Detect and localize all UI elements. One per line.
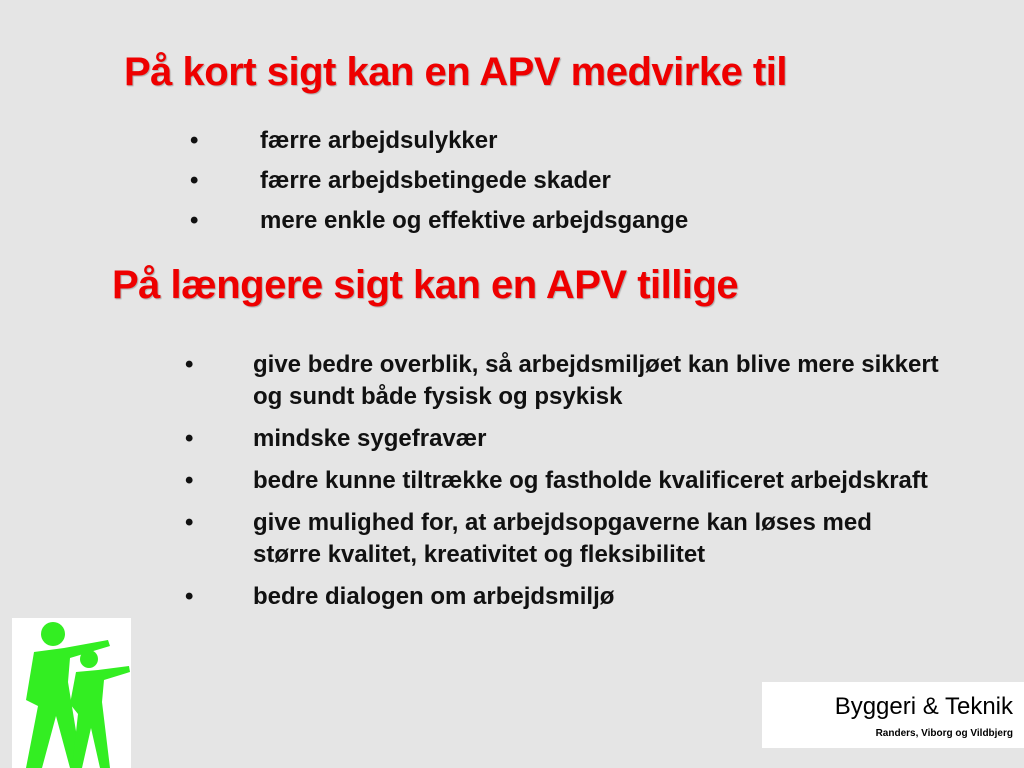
list-item-text: bedre dialogen om arbejdsmiljø	[253, 583, 615, 610]
list-item-text: mindske sygefravær	[253, 425, 487, 452]
list-item	[185, 581, 945, 613]
bullet-icon: •	[190, 127, 199, 154]
list-item-text: give mulighed for, at arbejdsopgaverne kan løses med større kvalitet, kreativitet og fleksibilitet	[253, 509, 872, 568]
list-item	[185, 507, 945, 571]
bullet-icon: •	[190, 207, 199, 234]
brand-name: Byggeri & Teknik	[834, 693, 1013, 720]
list-item-text: færre arbejdsbetingede skader	[260, 167, 611, 194]
list-item-text: færre arbejdsulykker	[260, 127, 498, 154]
heading-short-term: På kort sigt kan en APV medvirke til	[124, 50, 787, 94]
list-item	[185, 423, 945, 455]
list-item	[185, 349, 945, 413]
footer-brand-box	[762, 682, 1024, 748]
long-term-list	[185, 349, 945, 623]
list-item-text: mere enkle og effektive arbejdsgange	[260, 207, 689, 234]
bullet-icon: •	[185, 509, 194, 536]
heading-long-term: På længere sigt kan en APV tillige	[112, 263, 739, 307]
brand-subtitle: Randers, Viborg og Vildbjerg	[875, 728, 1013, 739]
bullet-icon: •	[185, 467, 194, 494]
list-item-text: give bedre overblik, så arbejdsmiljøet kan blive mere sikkert og sundt både fysisk og psykisk	[253, 351, 939, 410]
bullet-icon: •	[185, 425, 194, 452]
two-figures-pointing-logo-icon	[12, 618, 131, 768]
list-item-text: bedre kunne tiltrække og fastholde kvalificeret arbejdskraft	[253, 467, 928, 494]
bullet-icon: •	[190, 167, 199, 194]
bullet-icon: •	[185, 351, 194, 378]
bullet-icon: •	[185, 583, 194, 610]
list-item	[185, 465, 945, 497]
logo-graphic	[12, 618, 131, 768]
